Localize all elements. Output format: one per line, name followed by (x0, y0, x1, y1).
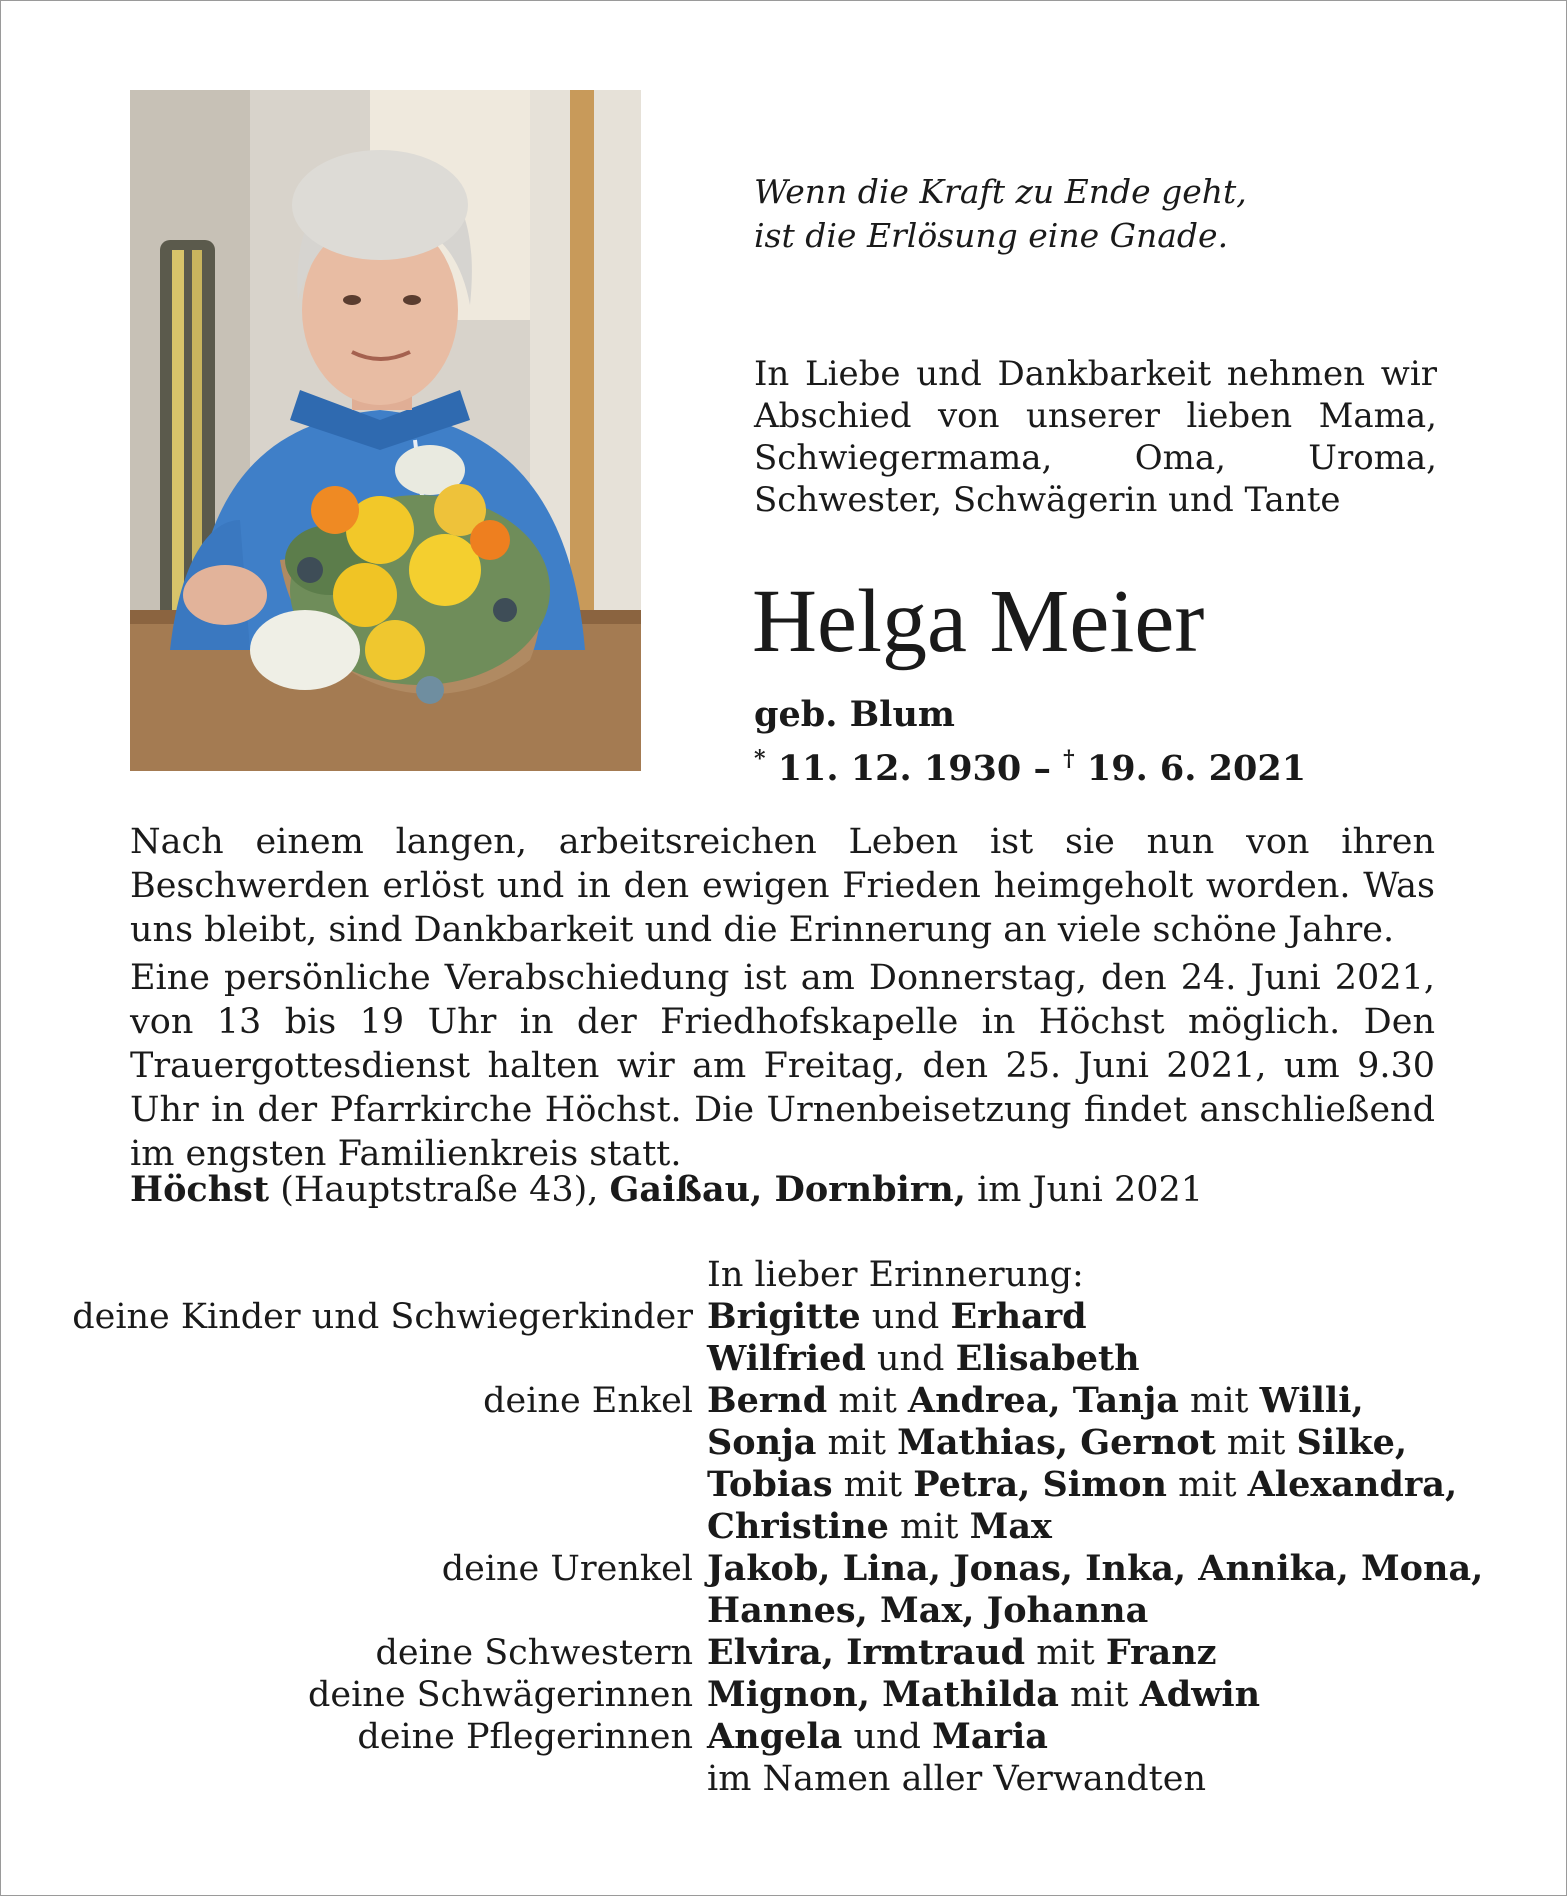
quote (754, 170, 1454, 258)
deceased-name: Helga Meier (752, 572, 1205, 671)
place-line (130, 1167, 1203, 1213)
place-address: (Hauptstraße 43), (280, 1170, 599, 1210)
family-relation-label (0, 1506, 707, 1548)
family-relation-label: deine Urenkel (441, 1549, 693, 1589)
family-connector: und (860, 1297, 951, 1337)
family-member-name: Franz (1105, 1632, 1217, 1673)
place-date: im Juni 2021 (977, 1170, 1204, 1210)
family-row (0, 1422, 1567, 1464)
family-relation-label: deine Schwestern (375, 1633, 693, 1673)
family-names (707, 1380, 1567, 1422)
family-relation-label (0, 1590, 707, 1632)
family-rows (0, 1296, 1567, 1758)
quote-line-1: Wenn die Kraft zu Ende geht, (754, 172, 1247, 211)
family-member-name: Hannes, Max, Johanna (707, 1590, 1149, 1631)
family-member-name: Sonja (707, 1422, 817, 1463)
family-member-name: Max (969, 1506, 1052, 1547)
family-member-name: Tobias (707, 1464, 833, 1505)
date-dash: – (1033, 748, 1051, 789)
family-member-name: Silke, (1296, 1422, 1408, 1463)
family-names (707, 1716, 1567, 1758)
family-names (707, 1590, 1567, 1632)
family-row (0, 1380, 1567, 1422)
family-member-name: Alexandra, (1247, 1464, 1458, 1505)
family-relation-label (0, 1464, 707, 1506)
family-member-name: Christine (707, 1506, 889, 1547)
family-member-name: Adwin (1139, 1674, 1261, 1715)
family-member-name: Mathias, Gernot (897, 1422, 1216, 1463)
place-towns: Gaißau, Dornbirn, (609, 1169, 966, 1210)
family-connector: und (842, 1717, 933, 1757)
family-names (707, 1464, 1567, 1506)
family-member-name: Angela (707, 1716, 843, 1757)
family-names (707, 1632, 1567, 1674)
family-connector: mit (1058, 1675, 1140, 1715)
family-names (707, 1506, 1567, 1548)
family-connector: mit (1178, 1381, 1260, 1421)
family-member-name: Mignon, Mathilda (707, 1674, 1059, 1715)
place-town: Höchst (130, 1169, 270, 1210)
birth-name: geb. Blum (754, 694, 955, 735)
family-names (707, 1296, 1567, 1338)
portrait-photo (130, 90, 641, 771)
family-heading: In lieber Erinnerung: (707, 1255, 1084, 1295)
family-row (0, 1338, 1567, 1380)
family-relation-label: deine Kinder und Schwiegerkinder (72, 1297, 693, 1337)
family-member-name: Petra, Simon (913, 1464, 1167, 1505)
family-row (0, 1632, 1567, 1674)
family-list (0, 1254, 1567, 1800)
family-names (707, 1338, 1567, 1380)
family-names (707, 1422, 1567, 1464)
family-member-name: Wilfried (707, 1338, 866, 1379)
paragraph-funeral: Eine persönliche Verabschiedung ist am Donnerstag, den 24. Juni 2021, von 13 bis 19 Uhr in der Friedhofskapelle in Höchst möglich. Den Trauergottesdienst halten wir am Freitag, den 25. Juni 2021, um 9.30 Uhr in der Pfarrkirche Höchst. Die Urnenbeisetzung findet anschließend im engsten Familienkreis statt. (130, 958, 1435, 1174)
family-relation-label: deine Schwägerinnen (307, 1675, 693, 1715)
family-connector: mit (816, 1423, 898, 1463)
family-relation-label (0, 1422, 707, 1464)
family-connector: mit (1025, 1633, 1106, 1673)
family-row (0, 1716, 1567, 1758)
family-row (0, 1506, 1567, 1548)
death-symbol: † (1063, 746, 1075, 772)
family-connector: mit (832, 1465, 914, 1505)
family-row (0, 1296, 1567, 1338)
family-footer: im Namen aller Verwandten (707, 1759, 1206, 1799)
family-connector: mit (827, 1381, 908, 1421)
life-dates (754, 736, 1306, 792)
death-date: 19. 6. 2021 (1086, 748, 1307, 789)
intro-text: In Liebe und Dankbarkeit nehmen wir Abschied von unserer lieben Mama, Schwiegermama, Oma, Uroma, Schwester, Schwägerin und Tante (754, 354, 1437, 520)
family-connector: mit (888, 1507, 970, 1547)
family-relation-label (0, 1338, 707, 1380)
birth-date: 11. 12. 1930 (777, 748, 1022, 789)
family-member-name: Erhard (950, 1296, 1087, 1337)
family-member-name: Jakob, Lina, Jonas, Inka, Annika, Mona, (707, 1548, 1484, 1589)
family-connector: mit (1166, 1465, 1248, 1505)
family-row (0, 1674, 1567, 1716)
family-connector: und (865, 1339, 956, 1379)
family-row (0, 1548, 1567, 1590)
family-member-name: Maria (932, 1716, 1048, 1757)
family-relation-label: deine Pflegerinnen (357, 1717, 693, 1757)
family-member-name: Bernd (707, 1380, 828, 1421)
family-footer-row (0, 1758, 1567, 1800)
family-member-name: Elvira, Irmtraud (707, 1632, 1026, 1673)
family-member-name: Willi, (1259, 1380, 1364, 1421)
paragraph-life: Nach einem langen, arbeitsreichen Leben ist sie nun von ihren Beschwerden erlöst und in den ewigen Frieden heimgeholt worden. Was uns bleibt, sind Dankbarkeit und die Erinnerung an viele schöne Jahre. (130, 822, 1435, 950)
birth-symbol: * (754, 746, 766, 772)
family-names (707, 1674, 1567, 1716)
quote-line-2: ist die Erlösung eine Gnade. (754, 216, 1229, 255)
family-row (0, 1590, 1567, 1632)
family-row (0, 1464, 1567, 1506)
family-heading-row (0, 1254, 1567, 1296)
family-member-name: Andrea, Tanja (907, 1380, 1179, 1421)
family-names (707, 1548, 1567, 1590)
family-member-name: Brigitte (707, 1296, 861, 1337)
family-member-name: Elisabeth (955, 1338, 1140, 1379)
family-relation-label: deine Enkel (483, 1381, 693, 1421)
family-connector: mit (1215, 1423, 1297, 1463)
